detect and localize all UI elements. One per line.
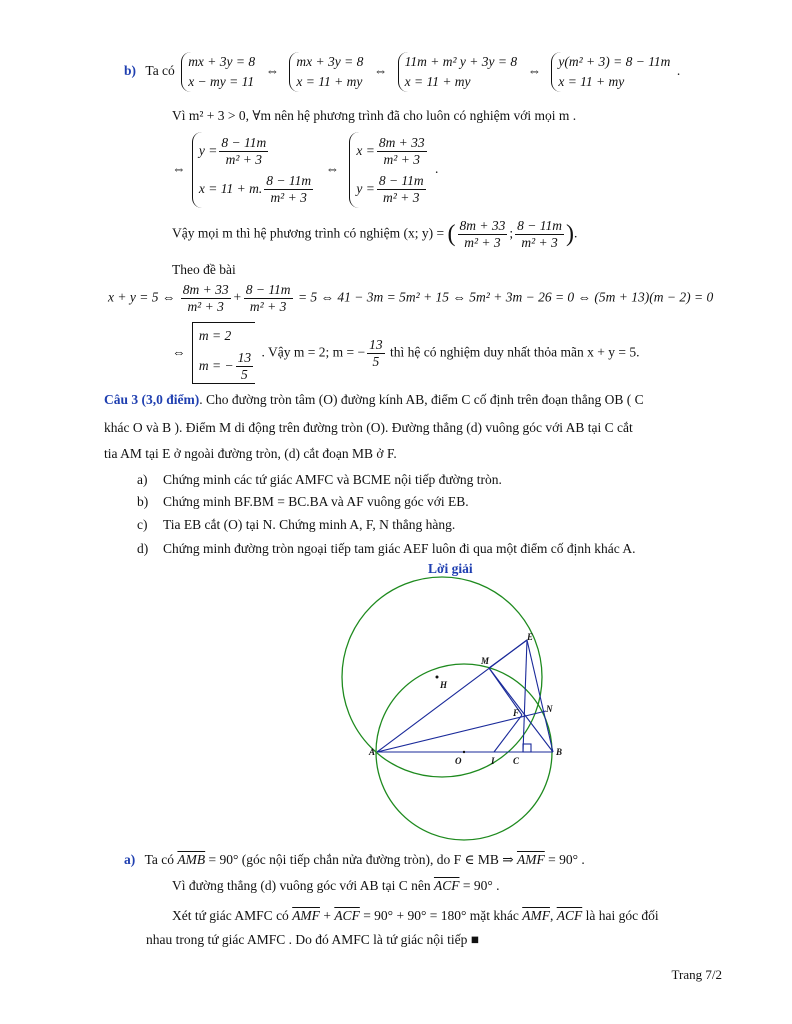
point-h-dot (436, 676, 439, 679)
system-a: y = $\frac{8 - 11m}{\text{m² + 3}}$ x = 11 + m. $\frac{8 - 11m}{\text{m² + 3}}$ (192, 132, 315, 208)
point-o-dot (463, 751, 465, 753)
label-b: B (556, 747, 563, 757)
system-2: mx + 3y = 8 x = 11 + my (289, 52, 363, 92)
system-b: x = $\frac{8m + 33}{\text{m² + 3}}$ y = $\frac{8 - 11m}{\text{m² + 3}}$ (349, 132, 428, 208)
part-a-line1: a) Ta có $\overline{AMB} = 90^\circ$ (góc nội tiếp chắn nửa đường tròn), do F ∈ MB ⇒ $\overline{AMF} = 90^\circ$ . (124, 852, 585, 867)
part-a-line2: Vì đường thẳng (d) vuông góc với AB tại C nên $\overline{ACF} = 90^\circ$ . (172, 878, 500, 893)
cau3-line2: khác O và B ). Điểm M di động trên đường tròn (O). Đường thẳng (d) vuông góc với AB tại C cắt (104, 420, 633, 435)
right-angle-mark (523, 744, 531, 752)
page-footer: Trang 7/2 (671, 967, 722, 982)
solution-set: m = 2 m = − $\frac{13}{5}$ (192, 322, 255, 384)
cau3-line3: tia AM tại E ở ngoài đường tròn, (d) cắt đoạn MB ở F. (104, 446, 397, 461)
label-f: F (513, 708, 520, 718)
label-n: N (546, 704, 553, 714)
label-i: I (491, 756, 495, 766)
vay-line: Vậy mọi m thì hệ phương trình có nghiệm (x; y) = ( $\frac{8m + 33}{\text{m² + 3}}$ ; $\frac{8 - 11m}{\text{m² + 3}}$ ). (172, 218, 578, 250)
equation-line: x + y = 5 ⇔ $\frac{8m + 33}{\text{m² + 3}}$ + $\frac{8 - 11m}{\text{m² + 3}}$ = 5 ⇔ 41 − 3m = 5m² + 15 ⇔ 5m² + 3m − 26 = 0 ⇔ (5m + 13)(m − 2) = 0 (108, 282, 714, 314)
label-c: C (513, 756, 520, 766)
label-o: O (455, 756, 462, 766)
part-b-label: b) (124, 63, 137, 79)
label-m: M (481, 656, 490, 666)
cau3-item-d: d) Chứng minh đường tròn ngoại tiếp tam giác AEF luôn đi qua một điểm cố định khác A. (137, 541, 636, 556)
system-1: mx + 3y = 8 x − my = 11 (181, 52, 255, 92)
part-b-line1: b) Ta có mx + 3y = 8 x − my = 11 ⇔ mx + 3y = 8 x = 11 + my ⇔ 11m + m² y + 3y = 8 x = 11 + my ⇔ y(m² + 3) = 8 − 11m x = 11 + my . (124, 52, 680, 92)
equiv-symbol: ⇔ (265, 63, 280, 79)
cau3-item-a: a) Chứng minh các tứ giác AMFC và BCME nội tiếp đường tròn. (137, 472, 502, 487)
cau3-title: Câu 3 (3,0 điểm) (104, 392, 200, 407)
segment-em (489, 640, 527, 668)
equiv-symbol: ⇔ (527, 63, 541, 79)
solution-line: ⇔ m = 2 m = − $\frac{13}{5}$ . Vậy m = 2; m = − $\frac{13}{5}$ thì hệ có nghiệm duy nhất thỏa mãn x + y = 5. (172, 322, 640, 384)
line-d (523, 640, 527, 752)
part-a-line4: nhau trong tứ giác AMFC . Do đó AMFC là tứ giác nội tiếp ■ (146, 932, 479, 947)
system-4: y(m² + 3) = 8 − 11m x = 11 + my (551, 52, 670, 92)
loi-giai-heading: Lời giải (428, 561, 473, 576)
part-a-line3: Xét tứ giác AMFC có $\overline{AMF} + \overline{ACF} = 90^\circ + 90^\circ = 180^\circ$ mặt khác $\overline{AMF}$, $\overline{ACF}$ là hai góc đối (172, 908, 659, 923)
label-e: E (527, 632, 534, 642)
systems-ab: ⇔ y = $\frac{8 - 11m}{\text{m² + 3}}$ x = 11 + m. $\frac{8 - 11m}{\text{m² + 3}}$ ⇔ x = $\frac{8m + 33}{\text{m² + 3}}$ y = $\frac{8 - 11m}{\text{m² + 3}}$ . (172, 132, 438, 208)
cau3-item-b: b) Chứng minh BF.BM = BC.BA và AF vuông góc với EB. (137, 494, 469, 509)
ta-co-text: Ta có (145, 63, 175, 79)
equiv-symbol: ⇔ (373, 63, 388, 79)
cau3-line1: Câu 3 (3,0 điểm). Cho đường tròn tâm (O) đường kính AB, điểm C cố định trên đoạn thẳng OB ( C (104, 392, 644, 407)
cau3-item-c: c) Tia EB cắt (O) tại N. Chứng minh A, F, N thẳng hàng. (137, 517, 456, 532)
theo-de-bai: Theo đề bài (172, 262, 236, 277)
system-3: 11m + m² y + 3y = 8 x = 11 + my (398, 52, 517, 92)
label-h: H (440, 680, 448, 690)
vi-text: Vì m² + 3 > 0, ∀m nên hệ phương trình đã cho luôn có nghiệm với mọi m . (172, 108, 577, 123)
label-a: A (369, 747, 376, 757)
